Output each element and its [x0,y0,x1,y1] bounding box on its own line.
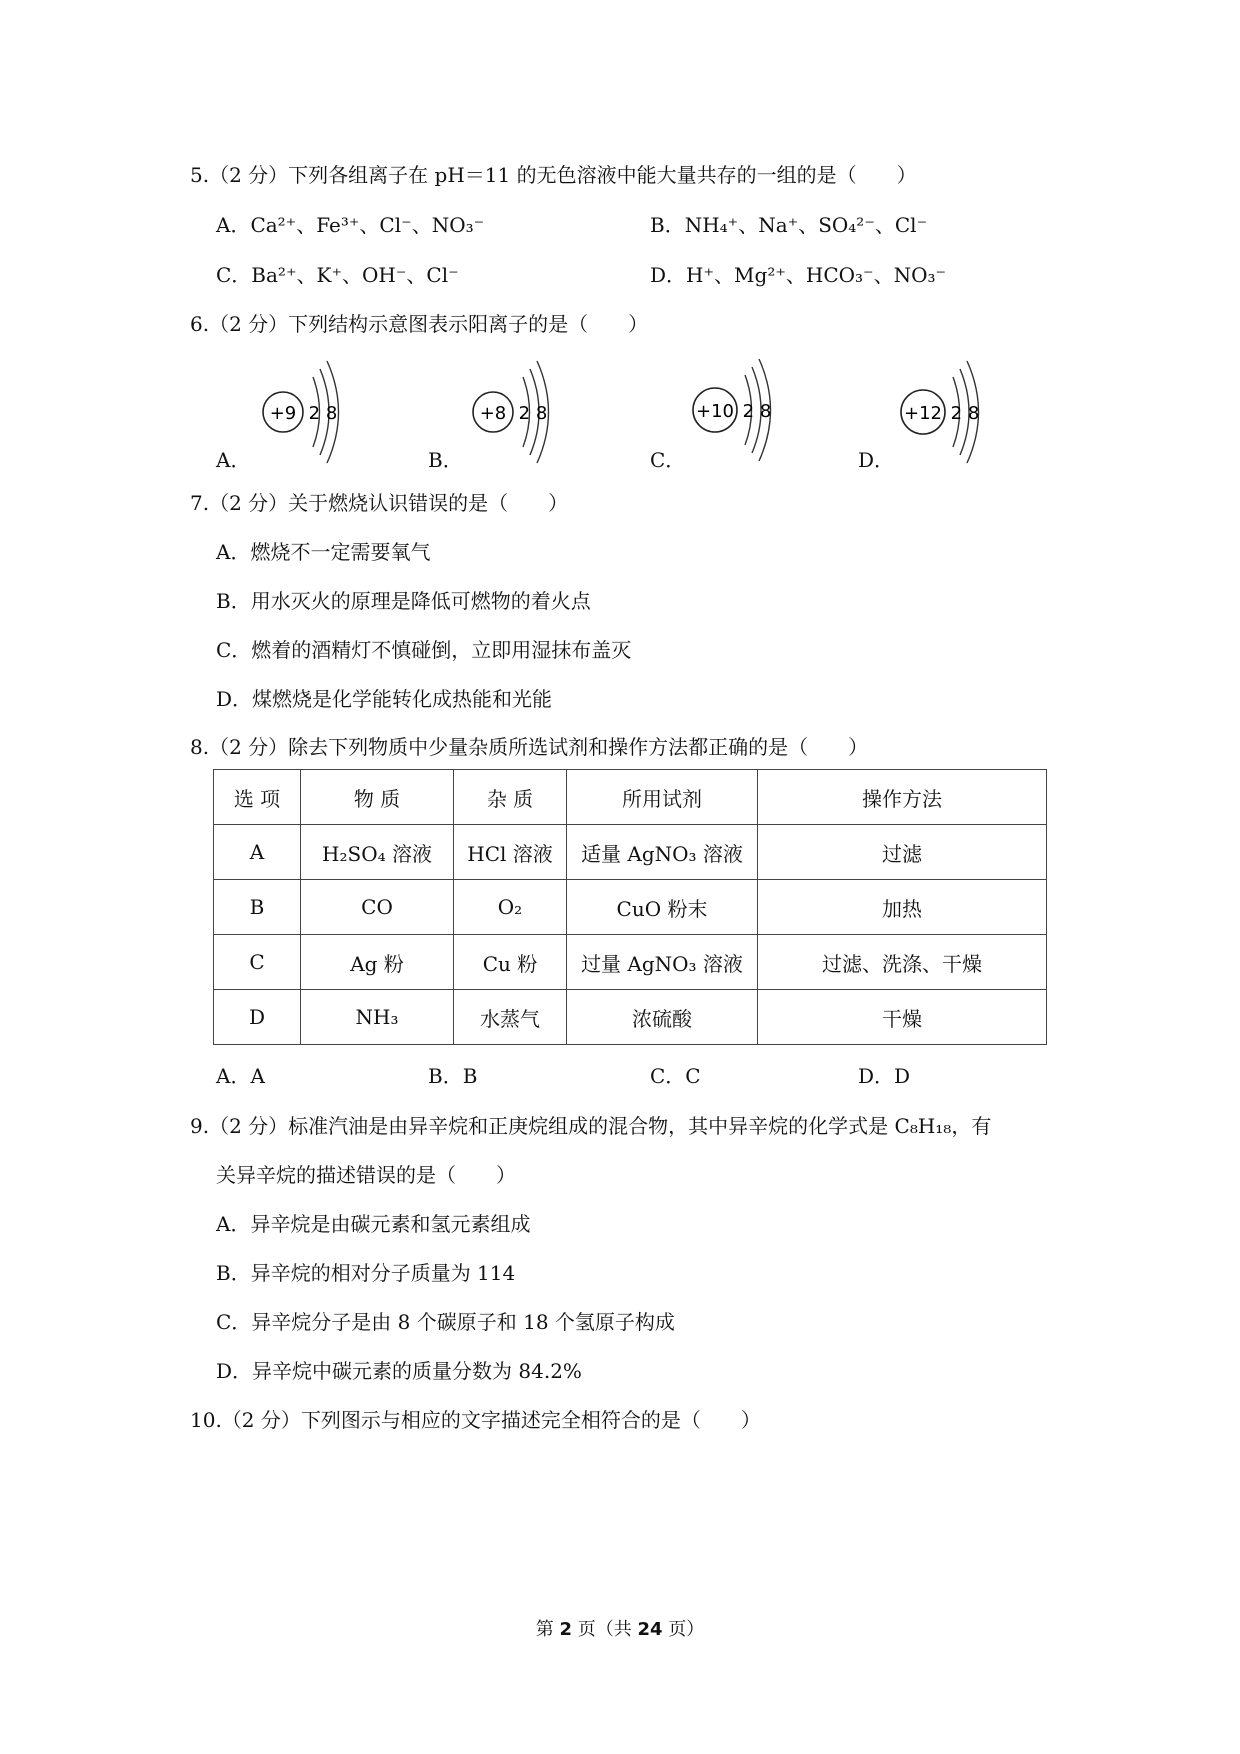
table-cell: A [214,825,301,880]
atom-diagram-b [468,355,578,470]
table-cell: 适量 AgNO₃ 溶液 [567,825,758,880]
q7-option-d: D．煤燃烧是化学能转化成热能和光能 [216,687,553,711]
table-row [214,935,1047,990]
footer-page-number: 2 [559,1619,572,1640]
q5-option-b: B．NH₄⁺、Na⁺、SO₄²⁻、Cl⁻ [650,213,928,237]
table-row [214,880,1047,935]
q8-option-a: A．A [216,1064,265,1088]
table-cell: O₂ [454,880,567,935]
q8-table [213,769,1047,1045]
page-footer [0,1615,1240,1641]
q10-stem: 10.（2 分）下列图示与相应的文字描述完全相符合的是（ ） [190,1408,761,1432]
q7-option-c: C．燃着的酒精灯不慎碰倒，立即用湿抹布盖灭 [216,638,632,662]
footer-suffix: 页） [668,1619,705,1640]
q6-option-d-label: D． [858,448,895,472]
q7-option-a: A．燃烧不一定需要氧气 [216,540,431,564]
table-header-cell: 物 质 [301,770,454,825]
table-cell: HCl 溶液 [454,825,567,880]
table-cell: 过滤、洗涤、干燥 [758,935,1047,990]
q9-option-d: D．异辛烷中碳元素的质量分数为 84.2% [216,1359,582,1383]
q6-stem: 6.（2 分）下列结构示意图表示阳离子的是（ ） [190,312,649,336]
q9-option-a: A．异辛烷是由碳元素和氢元素组成 [216,1212,531,1236]
table-cell: D [214,990,301,1045]
table-cell: NH₃ [301,990,454,1045]
q5-stem: 5.（2 分）下列各组离子在 pH＝11 的无色溶液中能大量共存的一组的是（ ） [190,163,917,187]
q7-option-b: B．用水灭火的原理是降低可燃物的着火点 [216,589,591,613]
table-cell: Ag 粉 [301,935,454,990]
footer-middle: 页（共 [577,1619,632,1640]
table-cell: Cu 粉 [454,935,567,990]
shell-electrons-a: 2 8 [308,403,338,424]
q8-option-c: C．C [650,1064,701,1088]
shell-electrons-b: 2 8 [518,403,548,424]
table-cell: 过滤 [758,825,1047,880]
table-cell: B [214,880,301,935]
table-cell: 浓硫酸 [567,990,758,1045]
q5-option-d: D．H⁺、Mg²⁺、HCO₃⁻、NO₃⁻ [650,263,947,287]
table-cell: CuO 粉末 [567,880,758,935]
table-header-cell: 选 项 [214,770,301,825]
footer-prefix: 第 [535,1619,554,1640]
atom-diagram-a [258,355,368,470]
nucleus-charge-b: +8 [479,403,507,424]
q9-stem-line-1: 9.（2 分）标准汽油是由异辛烷和正庚烷组成的混合物，其中异辛烷的化学式是 C₈H₁₈，有 [190,1114,992,1138]
table-header-cell: 所用试剂 [567,770,758,825]
nucleus-charge-d: +12 [904,403,942,424]
table-cell: 过量 AgNO₃ 溶液 [567,935,758,990]
table-row [214,825,1047,880]
atom-diagram-d [896,355,1006,470]
q8-option-b: B．B [428,1064,478,1088]
q6-option-c-label: C． [650,448,686,472]
table-cell: CO [301,880,454,935]
q5-option-c: C．Ba²⁺、K⁺、OH⁻、Cl⁻ [216,263,459,287]
q8-option-d: D．D [858,1064,911,1088]
q7-stem: 7.（2 分）关于燃烧认识错误的是（ ） [190,491,569,515]
table-cell: C [214,935,301,990]
q9-option-b: B．异辛烷的相对分子质量为 114 [216,1261,516,1285]
table-cell: 干燥 [758,990,1047,1045]
atom-diagram-c [688,355,798,470]
table-header-row [214,770,1047,825]
q5-option-a: A．Ca²⁺、Fe³⁺、Cl⁻、NO₃⁻ [216,213,485,237]
nucleus-charge-a: +9 [269,403,297,424]
q8-stem: 8.（2 分）除去下列物质中少量杂质所选试剂和操作方法都正确的是（ ） [190,735,869,759]
table-header-cell: 杂 质 [454,770,567,825]
table-cell: H₂SO₄ 溶液 [301,825,454,880]
q6-option-a-label: A． [216,448,251,472]
shell-electrons-c: 2 8 [742,401,772,422]
shell-electrons-d: 2 8 [950,403,980,424]
table-row [214,990,1047,1045]
nucleus-charge-c: +10 [696,401,734,422]
footer-total-pages: 24 [637,1619,663,1640]
q9-option-c: C．异辛烷分子是由 8 个碳原子和 18 个氢原子构成 [216,1310,675,1334]
table-cell: 加热 [758,880,1047,935]
q9-stem-line-2: 关异辛烷的描述错误的是（ ） [216,1163,516,1187]
q6-option-b-label: B． [428,448,463,472]
table-header-cell: 操作方法 [758,770,1047,825]
table-cell: 水蒸气 [454,990,567,1045]
